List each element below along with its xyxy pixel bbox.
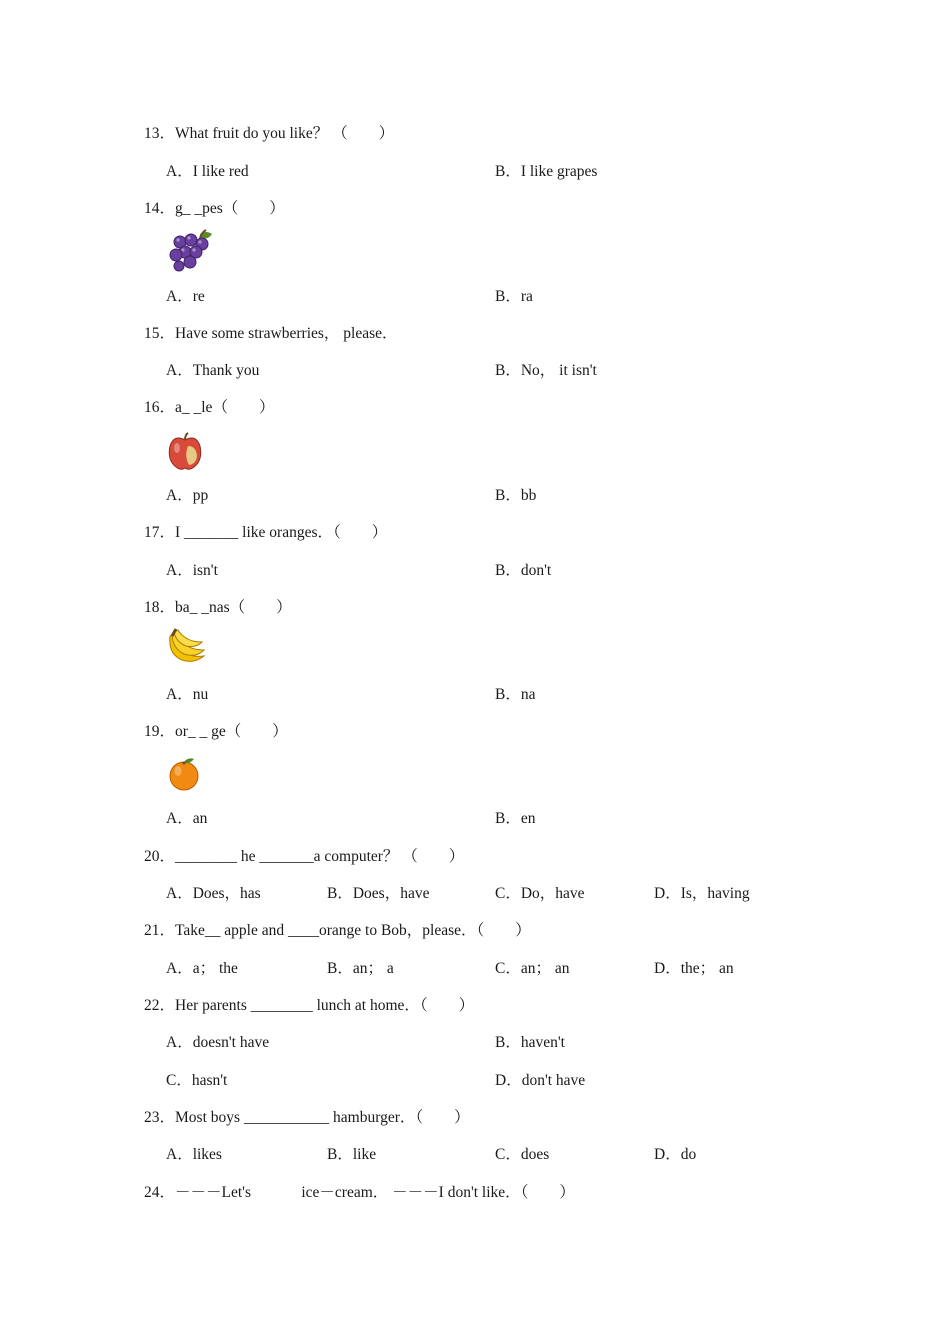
q17-option-a[interactable]: A．isn't — [166, 562, 218, 579]
q14-option-b[interactable]: B．ra — [495, 288, 533, 305]
q13-option-b[interactable]: B．I like grapes — [495, 163, 598, 180]
q22-option-a[interactable]: A．doesn't have — [166, 1034, 270, 1051]
q18-option-a[interactable]: A．nu — [166, 686, 209, 703]
question-14-stem: 14．g_ _pes（ ） — [144, 200, 285, 217]
q23-option-c[interactable]: C．does — [495, 1146, 550, 1163]
q16-option-a[interactable]: A．pp — [166, 487, 209, 504]
question-19-stem: 19．or_ _ ge（ ） — [144, 723, 288, 740]
q15-option-b[interactable]: B．No， it isn't — [495, 362, 597, 379]
question-15-stem: 15．Have some strawberries， please． — [144, 325, 398, 342]
question-20-stem: 20．________ he _______a computer？ （ ） — [144, 848, 465, 865]
q23-option-a[interactable]: A．likes — [166, 1146, 222, 1163]
bananas-icon — [164, 626, 208, 670]
q19-option-b[interactable]: B．en — [495, 810, 536, 827]
q20-option-a[interactable]: A．Does，has — [166, 885, 261, 902]
question-16-stem: 16．a_ _le（ ） — [144, 399, 275, 416]
question-23-stem: 23．Most boys ___________ hamburger．（ ） — [144, 1109, 470, 1126]
q20-option-d[interactable]: D．Is，having — [654, 885, 750, 902]
q14-option-a[interactable]: A．re — [166, 288, 205, 305]
question-13-stem: 13．What fruit do you like？ （ ） — [144, 125, 395, 142]
apple-icon — [166, 432, 204, 472]
q20-option-b[interactable]: B．Does，have — [327, 885, 430, 902]
question-21-stem: 21．Take__ apple and ____orange to Bob，please．（ ） — [144, 922, 531, 939]
grapes-icon — [166, 228, 218, 274]
q22-option-b[interactable]: B．haven't — [495, 1034, 565, 1051]
q20-option-c[interactable]: C．Do，have — [495, 885, 585, 902]
q21-option-c[interactable]: C．an； an — [495, 960, 570, 977]
q21-option-b[interactable]: B．an； a — [327, 960, 394, 977]
q21-option-d[interactable]: D．the； an — [654, 960, 734, 977]
q23-option-d[interactable]: D．do — [654, 1146, 697, 1163]
q15-option-a[interactable]: A．Thank you — [166, 362, 260, 379]
question-17-stem: 17．I _______ like oranges．（ ） — [144, 524, 388, 541]
q16-option-b[interactable]: B．bb — [495, 487, 537, 504]
q21-option-a[interactable]: A．a； the — [166, 960, 238, 977]
question-24-stem: 24．－－－Let's ice－cream． －－－I don't like．（ ） — [144, 1184, 575, 1201]
q17-option-b[interactable]: B．don't — [495, 562, 552, 579]
q18-option-b[interactable]: B．na — [495, 686, 536, 703]
question-22-stem: 22．Her parents ________ lunch at home．（ ） — [144, 997, 475, 1014]
q23-option-b[interactable]: B．like — [327, 1146, 377, 1163]
q19-option-a[interactable]: A．an — [166, 810, 208, 827]
question-18-stem: 18．ba_ _nas（ ） — [144, 599, 292, 616]
q22-option-d[interactable]: D．don't have — [495, 1072, 586, 1089]
q13-option-a[interactable]: A．I like red — [166, 163, 249, 180]
q22-option-c[interactable]: C．hasn't — [166, 1072, 228, 1089]
orange-icon — [166, 756, 202, 792]
